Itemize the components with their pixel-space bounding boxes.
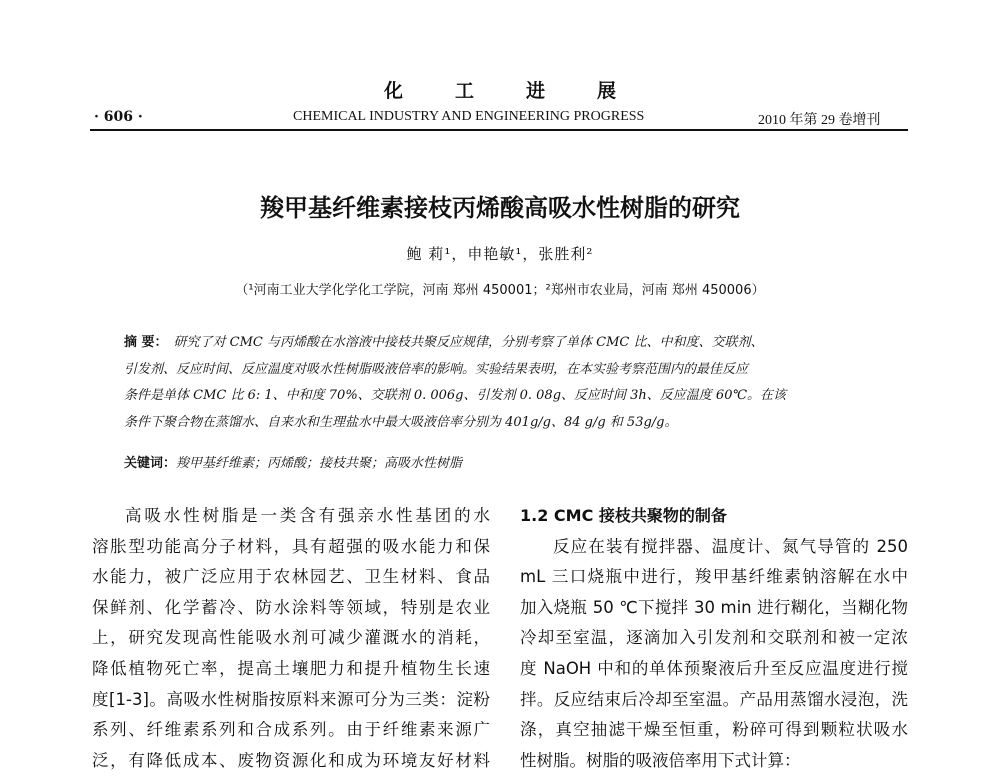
- journal-name-en: CHEMICAL INDUSTRY AND ENGINEERING PROGRESS: [293, 109, 645, 124]
- page-number: · 606 ·: [94, 109, 143, 125]
- issue-info: 2010 年第 29 卷增刊: [758, 113, 881, 128]
- abstract-line: 研究了对 CMC 与丙烯酸在水溶液中接枝共聚反应规律，分别考察了单体 CMC 比、中和度、交联剂、: [173, 335, 764, 350]
- affiliations: （¹河南工业大学化学化工学院，河南 郑州 450001；²郑州市农业局，河南 郑州 450006）: [235, 283, 765, 298]
- body-line: 冷却至室温，逐滴加入引发剂和交联剂和被一定浓: [520, 628, 908, 648]
- abstract: [124, 330, 884, 436]
- keywords: [124, 452, 462, 471]
- body-line: 涤，真空抽滤干燥至恒重，粉碎可得到颗粒状吸水: [520, 720, 908, 740]
- body-line: 水能力，被广泛应用于农林园艺、卫生材料、食品: [92, 567, 490, 587]
- abstract-line: 引发剂、反应时间、反应温度对吸水性树脂吸液倍率的影响。实验结果表明，在本实验考察范围内的最佳反应: [124, 361, 749, 377]
- abstract-label: 摘 要：: [124, 335, 168, 350]
- body-line: 度 NaOH 中和的单体预聚液后升至反应温度进行搅: [520, 658, 908, 678]
- body-line: 泛，有降低成本、废物资源化和成为环境友好材料: [92, 750, 490, 770]
- journal-char: 进: [526, 80, 546, 102]
- journal-name-cn: [0, 76, 1000, 103]
- body-line: 溶胀型功能高分子材料，具有超强的吸水能力和保: [92, 536, 490, 556]
- body-column-right: [520, 501, 908, 776]
- journal-char: 展: [597, 80, 617, 102]
- authors: 鲍 莉¹，申艳敏¹，张胜利²: [406, 245, 594, 263]
- body-line: 性树脂。树脂的吸液倍率用下式计算：: [520, 750, 801, 770]
- article-title: 羧甲基纤维素接枝丙烯酸高吸水性树脂的研究: [260, 194, 740, 222]
- journal-char: 工: [454, 80, 474, 102]
- body-line: 上，研究发现高性能吸水剂可减少灌溉水的消耗，: [92, 628, 490, 648]
- abstract-line: 条件是单体 CMC 比 6: 1、中和度 70%、交联剂 0. 006g、引发剂 0. 08g、反应时间 3h、反应温度 60℃。在该: [124, 388, 787, 403]
- body-line: 度[1-3]。高吸水性树脂按原料来源可分为三类：淀粉: [92, 689, 490, 709]
- header-rule: [90, 129, 908, 131]
- body-line: mL 三口烧瓶中进行，羧甲基纤维素钠溶解在水中: [520, 567, 908, 587]
- body-column-left: [92, 501, 490, 776]
- body-line: 降低植物死亡率，提高土壤肥力和提升植物生长速: [92, 658, 490, 678]
- body-line: 反应在装有搅拌器、温度计、氮气导管的 250: [553, 536, 908, 556]
- keywords-label: 关键词：: [124, 456, 177, 471]
- keywords-text: 羧甲基纤维素；丙烯酸；接枝共聚；高吸水性树脂: [176, 456, 463, 471]
- section-heading: 1.2 CMC 接枝共聚物的制备: [520, 506, 727, 525]
- body-line: 保鲜剂、化学蓄冷、防水涂料等领域，特别是农业: [92, 597, 490, 617]
- body-line: 加入烧瓶 50 ℃下搅拌 30 min 进行糊化，当糊化物: [520, 597, 908, 617]
- body-line: 系列、纤维素系列和合成系列。由于纤维素来源广: [92, 720, 490, 740]
- journal-char: 化: [383, 80, 403, 102]
- abstract-line: 条件下聚合物在蒸馏水、自来水和生理盐水中最大吸液倍率分别为 401g/g、84 g/g 和 53g/g。: [124, 414, 678, 430]
- body-line: 高吸水性树脂是一类含有强亲水性基团的水: [125, 506, 490, 525]
- body-line: 拌。反应结束后冷却至室温。产品用蒸馏水浸泡，洗: [520, 689, 908, 709]
